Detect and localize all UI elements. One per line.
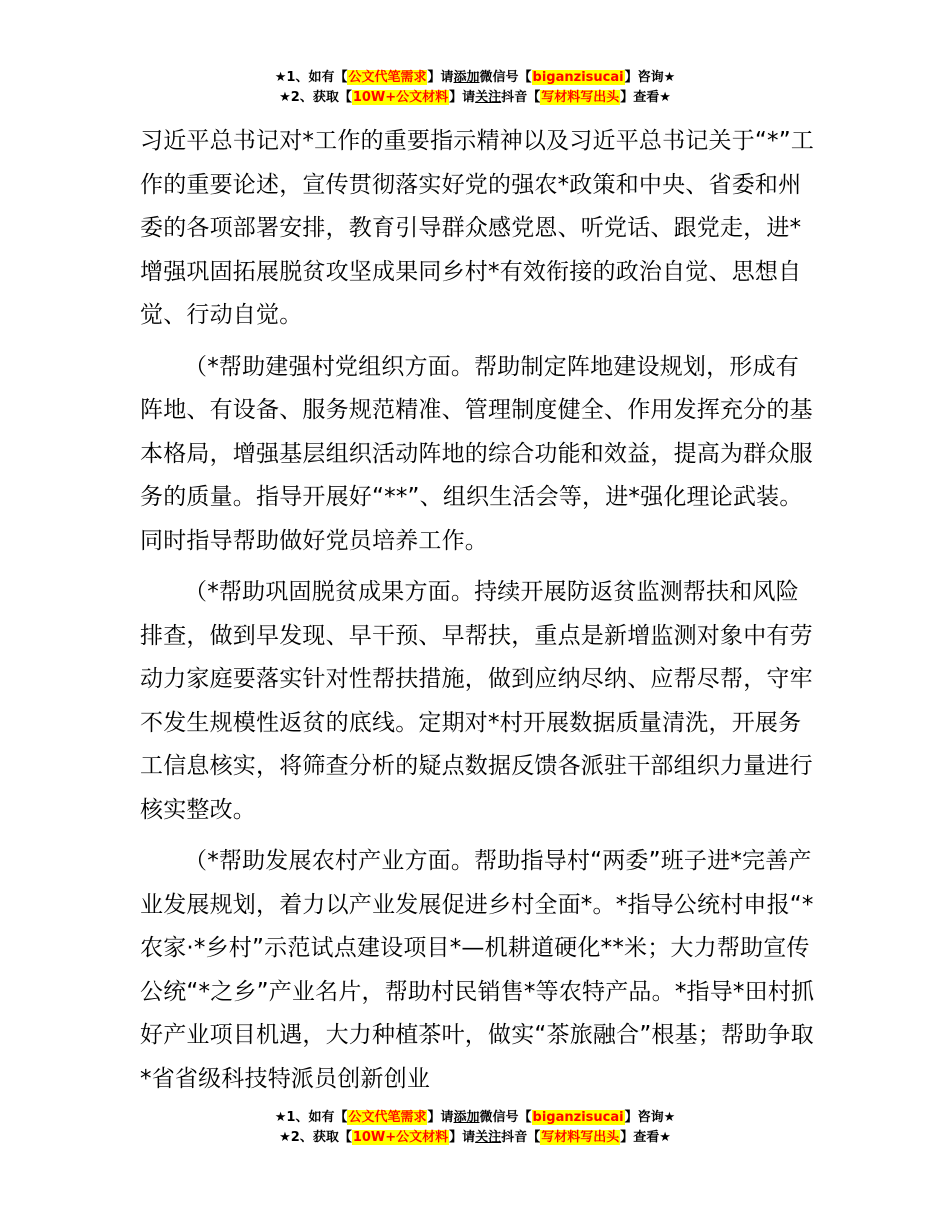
banner-underlined-text: 关注 [475,1130,502,1145]
banner-text: ★1、如有【 [274,1110,348,1125]
banner-highlight: biganzisucai [532,70,624,85]
paragraph: （*帮助发展农村产业方面。帮助指导村“两委”班子进*完善产业发展规划，着力以产业发展促进乡村全面*。*指导公统村申报“*农家·*乡村”示范试点建设项目*—机耕道硬化**米；大力帮助宣传公统“*之乡”产业名片，帮助村民销售*等农特产品。*指导*田村抓好产业项目机遇，大力种植茶叶，做实“茶旅融合”根基；帮助争取*省省级科技特派员创新创业 [140,848,815,1092]
banner-highlight: 写材料写出头 [541,1130,620,1145]
banner-text: 】咨询★ [624,1110,676,1125]
banner-text: 】咨询★ [624,70,676,85]
banner-text: 抖音【 [501,1130,541,1145]
banner-line-1 [0,68,950,88]
banner-text: 】请 [449,1130,476,1145]
banner-underlined-text: 添加 [453,70,480,85]
banner-highlight: 10W+公文材料 [352,1130,449,1145]
banner-text: ★2、获取【 [279,90,352,105]
paragraph: （*帮助建强村党组织方面。帮助制定阵地建设规划，形成有阵地、有设备、服务规范精准、管理制度健全、作用发挥充分的基本格局，增强基层组织活动阵地的综合功能和效益，提高为群众服务的质量。指导开展好“**”、组织生活会等，进*强化理论武装。同时指导帮助做好党员培养工作。 [140,353,813,554]
banner-text: 】请 [449,90,476,105]
banner-text: 微信号【 [479,70,532,85]
banner-line-2 [0,88,950,108]
banner-text: 】查看★ [620,90,671,105]
banner-text: 微信号【 [479,1110,532,1125]
banner-text: 】查看★ [620,1130,671,1145]
banner-text: 抖音【 [501,90,541,105]
banner-highlight: 公文代笔需求 [348,1110,427,1125]
banner-highlight: biganzisucai [532,1110,624,1125]
header-banner [0,68,950,108]
banner-underlined-text: 关注 [475,90,502,105]
paragraph: 习近平总书记对*工作的重要指示精神以及习近平总书记关于“*”工作的重要论述，宣传贯彻落实好党的强农*政策和中央、省委和州委的各项部署安排，教育引导群众感党恩、听党话、跟党走，进*增强巩固拓展脱贫攻坚成果同乡村*有效衔接的政治自觉、思想自觉、行动自觉。 [140,128,815,328]
banner-line-1 [0,1108,950,1128]
banner-highlight: 10W+公文材料 [352,90,449,105]
banner-highlight: 写材料写出头 [541,90,620,105]
banner-text: ★2、获取【 [279,1130,352,1145]
footer-banner [0,1108,950,1148]
banner-line-2 [0,1128,950,1148]
banner-text: 】请 [427,1110,454,1125]
banner-text: 】请 [427,70,454,85]
paragraph: （*帮助巩固脱贫成果方面。持续开展防返贫监测帮扶和风险排查，做到早发现、早干预、早帮扶，重点是新增监测对象中有劳动力家庭要落实针对性帮扶措施，做到应纳尽纳、应帮尽帮，守牢不发生规模性返贫的底线。定期对*村开展数据质量清洗，开展务工信息核实，将筛查分析的疑点数据反馈各派驻干部组织力量进行核实整改。 [140,579,813,823]
banner-text: ★1、如有【 [274,70,348,85]
banner-highlight: 公文代笔需求 [348,70,427,85]
banner-underlined-text: 添加 [453,1110,480,1125]
document-body [140,120,820,1109]
